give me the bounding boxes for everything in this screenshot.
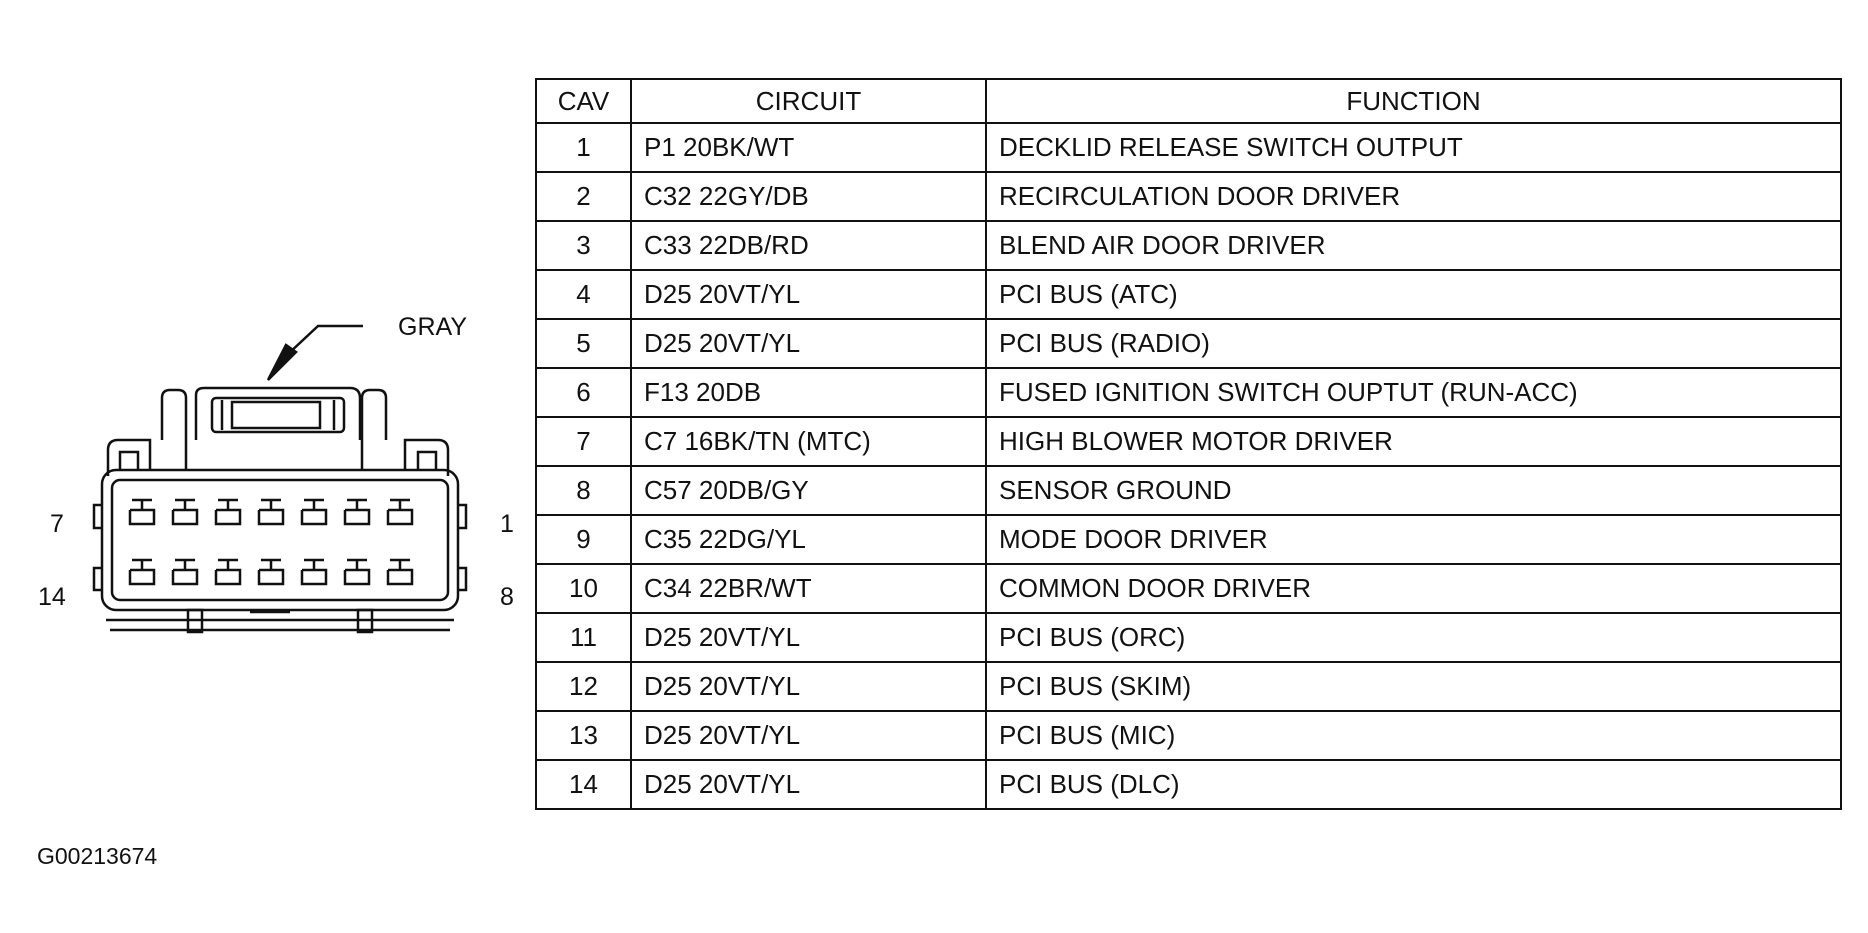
connector-color-label: GRAY [398, 313, 467, 341]
connector-diagram [0, 0, 530, 933]
circuit-cell: C34 22BR/WT [631, 564, 986, 613]
circuit-cell: D25 20VT/YL [631, 760, 986, 809]
table-row [536, 613, 1841, 662]
header-circuit: CIRCUIT [631, 79, 986, 123]
cav-cell: 1 [536, 123, 631, 172]
function-cell: HIGH BLOWER MOTOR DRIVER [986, 417, 1841, 466]
cav-cell: 10 [536, 564, 631, 613]
table-row [536, 172, 1841, 221]
terminal-cavity-7 [130, 500, 154, 524]
table-row [536, 711, 1841, 760]
function-cell: BLEND AIR DOOR DRIVER [986, 221, 1841, 270]
terminal-cavity-8 [388, 560, 412, 584]
terminal-cavity-12 [216, 560, 240, 584]
function-cell: SENSOR GROUND [986, 466, 1841, 515]
cav-cell: 6 [536, 368, 631, 417]
table-row [536, 662, 1841, 711]
table-row [536, 221, 1841, 270]
cav-cell: 9 [536, 515, 631, 564]
leader-arrowhead [268, 345, 296, 380]
function-cell: COMMON DOOR DRIVER [986, 564, 1841, 613]
connector-face-drawing [0, 0, 530, 933]
connector-housing [102, 470, 458, 610]
terminal-cavity-2 [345, 500, 369, 524]
table-row [536, 466, 1841, 515]
cav-cell: 7 [536, 417, 631, 466]
circuit-cell: P1 20BK/WT [631, 123, 986, 172]
terminal-cavity-1 [388, 500, 412, 524]
right-post [362, 390, 386, 470]
circuit-cell: C35 22DG/YL [631, 515, 986, 564]
circuit-cell: D25 20VT/YL [631, 662, 986, 711]
table-row [536, 319, 1841, 368]
circuit-cell: C33 22DB/RD [631, 221, 986, 270]
pin-label-bottom-right: 8 [500, 583, 514, 611]
cav-cell: 2 [536, 172, 631, 221]
cav-cell: 11 [536, 613, 631, 662]
cav-cell: 4 [536, 270, 631, 319]
function-cell: DECKLID RELEASE SWITCH OUTPUT [986, 123, 1841, 172]
circuit-cell: F13 20DB [631, 368, 986, 417]
terminal-cavity-13 [173, 560, 197, 584]
header-cav: CAV [536, 79, 631, 123]
function-cell: MODE DOOR DRIVER [986, 515, 1841, 564]
function-cell: PCI BUS (ORC) [986, 613, 1841, 662]
function-cell: RECIRCULATION DOOR DRIVER [986, 172, 1841, 221]
cav-cell: 3 [536, 221, 631, 270]
terminal-cavity-3 [302, 500, 326, 524]
table-row [536, 270, 1841, 319]
function-cell: FUSED IGNITION SWITCH OUPTUT (RUN-ACC) [986, 368, 1841, 417]
table-row [536, 515, 1841, 564]
pin-label-top-right: 1 [500, 510, 514, 538]
pin-label-bottom-left: 14 [38, 583, 66, 611]
function-cell: PCI BUS (SKIM) [986, 662, 1841, 711]
function-cell: PCI BUS (ATC) [986, 270, 1841, 319]
cav-cell: 8 [536, 466, 631, 515]
terminal-cavity-14 [130, 560, 154, 584]
table-row [536, 564, 1841, 613]
function-cell: PCI BUS (RADIO) [986, 319, 1841, 368]
circuit-cell: D25 20VT/YL [631, 319, 986, 368]
table-header-row [536, 79, 1841, 123]
table-row [536, 368, 1841, 417]
header-function: FUNCTION [986, 79, 1841, 123]
circuit-cell: D25 20VT/YL [631, 711, 986, 760]
function-cell: PCI BUS (DLC) [986, 760, 1841, 809]
leader-line [287, 326, 363, 355]
pin-label-top-left: 7 [50, 510, 64, 538]
table-row [536, 417, 1841, 466]
terminal-cavity-6 [173, 500, 197, 524]
table-row [536, 760, 1841, 809]
circuit-cell: D25 20VT/YL [631, 270, 986, 319]
terminal-cavity-9 [345, 560, 369, 584]
figure-id: G00213674 [37, 843, 158, 869]
pinout-table [535, 78, 1842, 810]
circuit-cell: D25 20VT/YL [631, 613, 986, 662]
cav-cell: 13 [536, 711, 631, 760]
terminal-cavity-5 [216, 500, 240, 524]
terminal-cavity-4 [259, 500, 283, 524]
cav-cell: 12 [536, 662, 631, 711]
cav-cell: 5 [536, 319, 631, 368]
left-post [162, 390, 186, 470]
circuit-cell: C7 16BK/TN (MTC) [631, 417, 986, 466]
circuit-cell: C57 20DB/GY [631, 466, 986, 515]
cav-cell: 14 [536, 760, 631, 809]
circuit-cell: C32 22GY/DB [631, 172, 986, 221]
function-cell: PCI BUS (MIC) [986, 711, 1841, 760]
table-row [536, 123, 1841, 172]
latch-tab [232, 402, 320, 428]
terminal-cavity-11 [259, 560, 283, 584]
terminal-cavity-10 [302, 560, 326, 584]
